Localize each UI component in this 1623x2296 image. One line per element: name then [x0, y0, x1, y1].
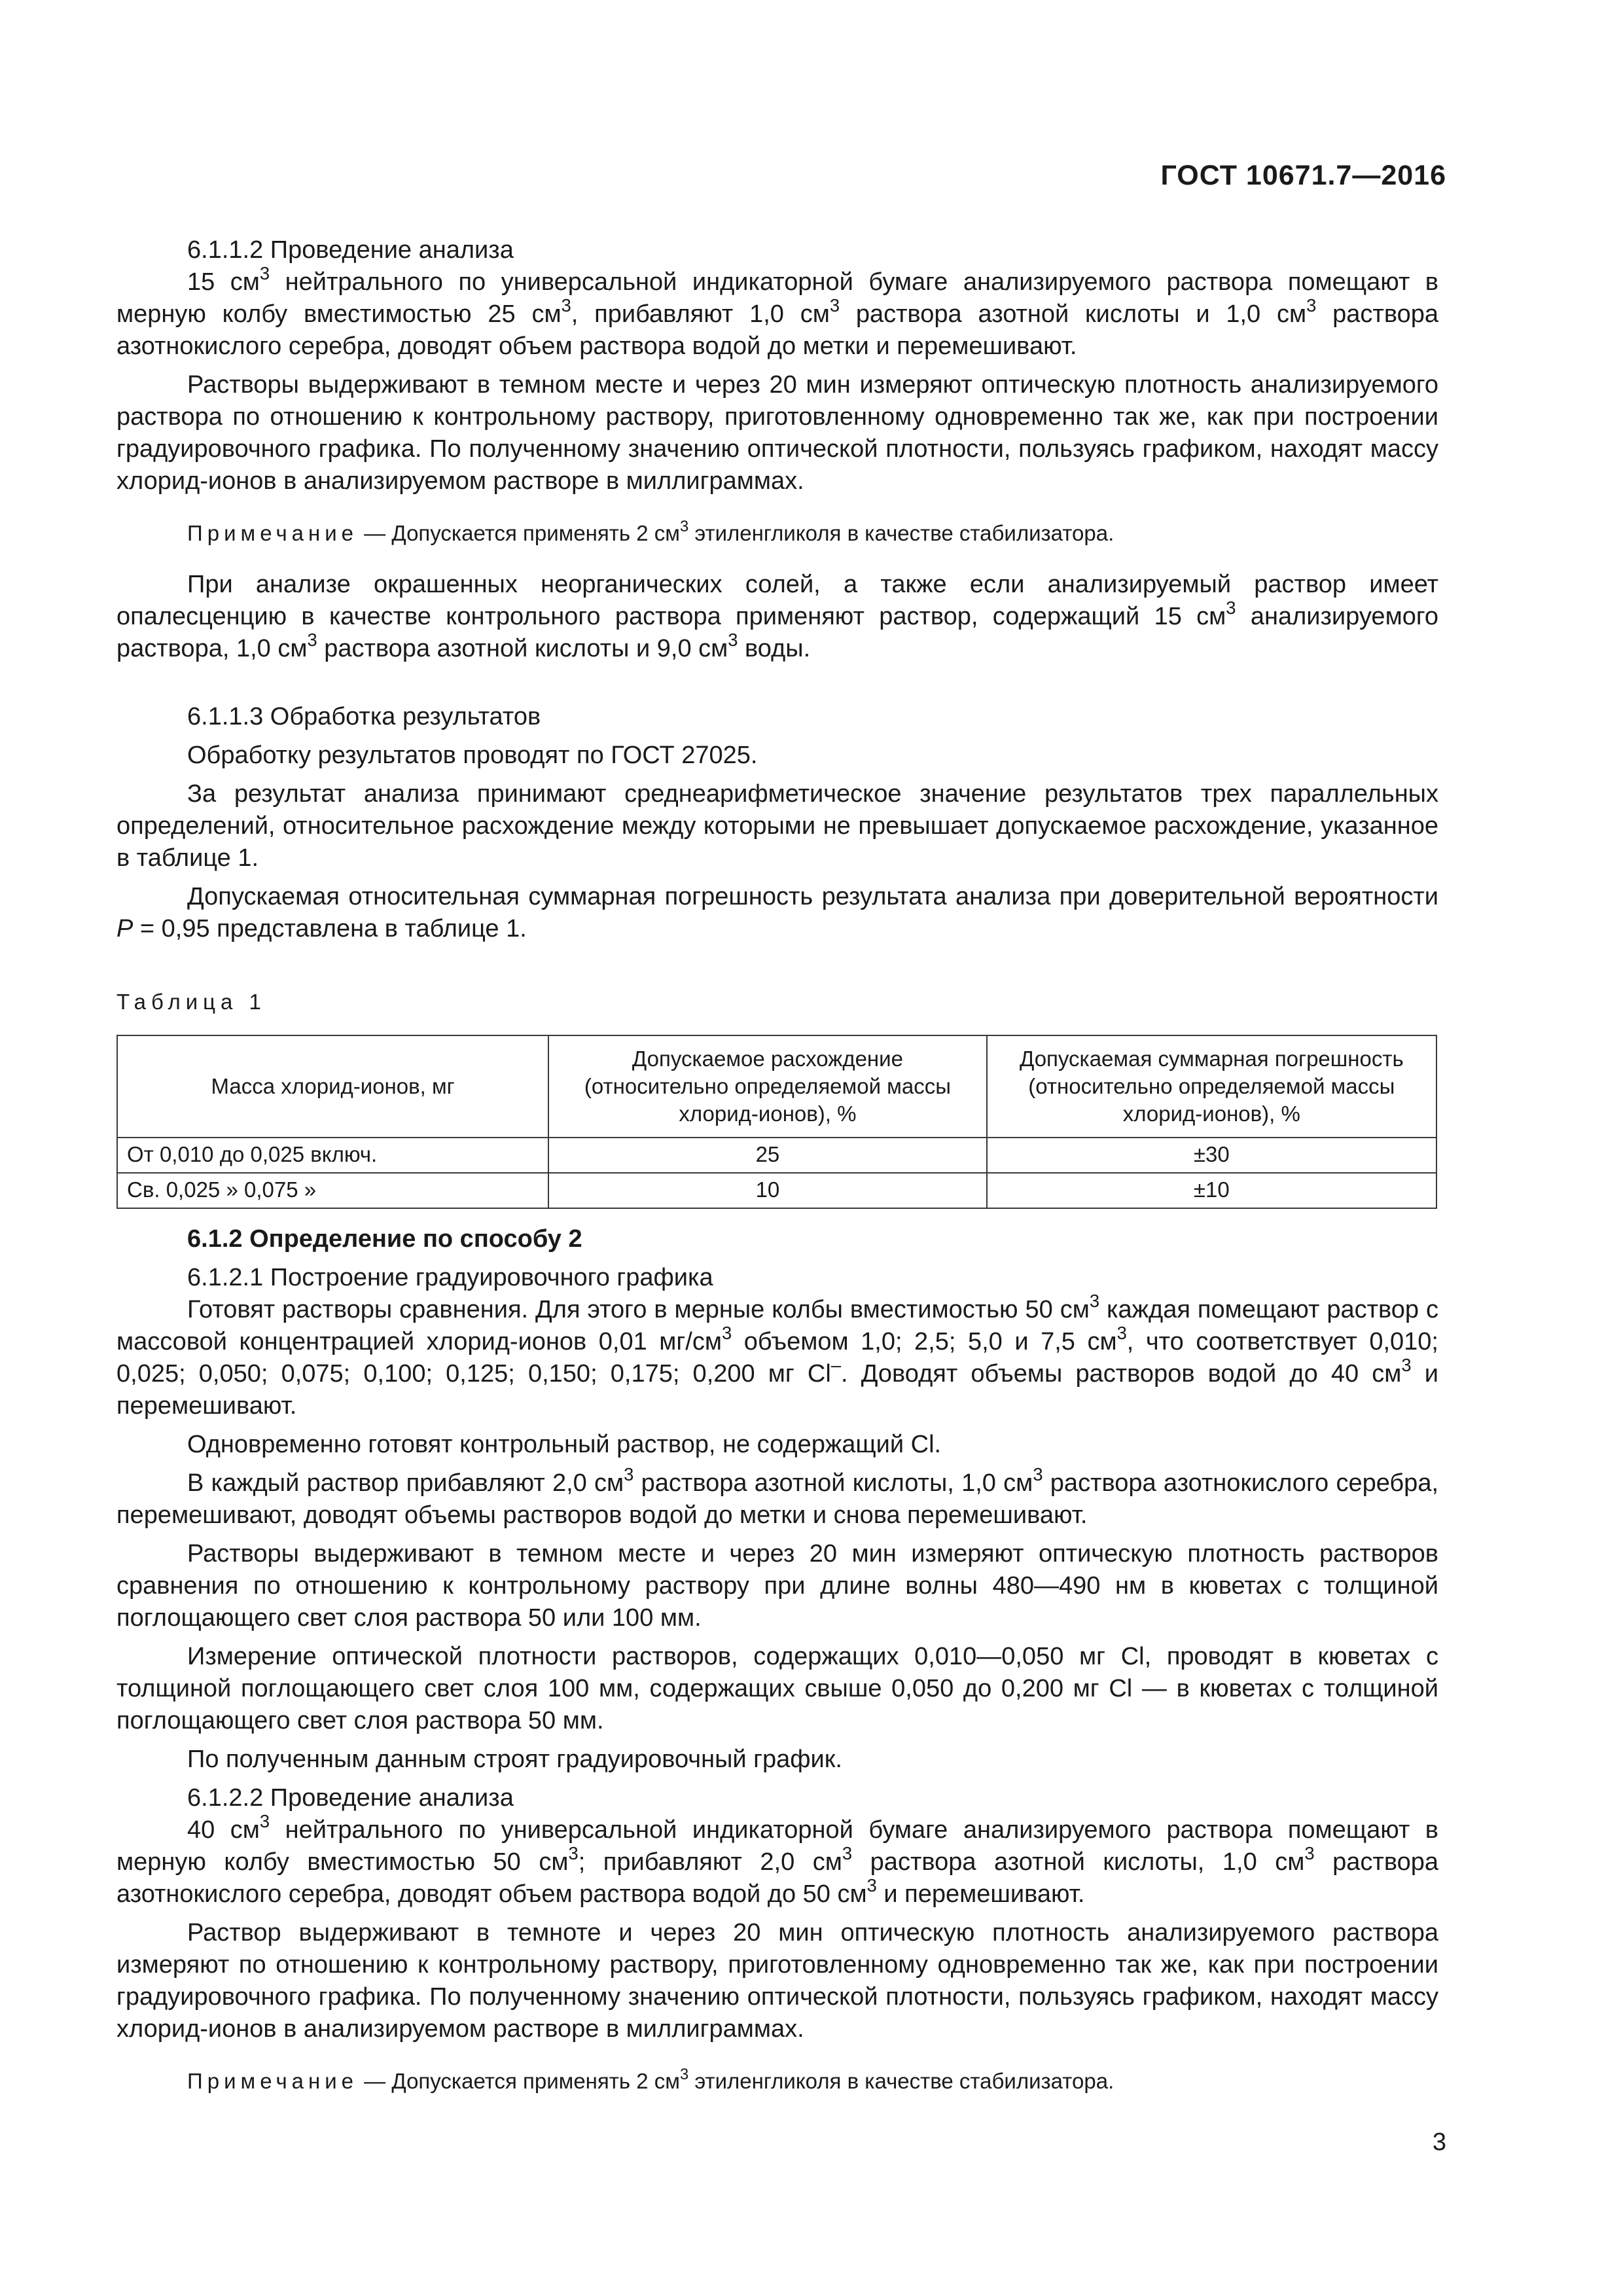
paragraph: За результат анализа принимают среднеарифметическое значение результатов трех параллельных определений, относительное расхождение между которыми не превышает допускаемое расхождение, указанное в таблице 1.: [116, 780, 1438, 872]
section-heading: 6.1.2 Определение по способу 2: [187, 1225, 582, 1253]
column-header: Допускаемое расхождение (относительно определяемой массы хлорид-ионов), %: [548, 1035, 986, 1138]
paragraph: 15 $см^3$ нейтрального по универсальной индикаторной бумаге анализируемого раствора помещают в мерную колбу вместимостью 25 $см^3$, прибавляют 1,0 $см^3$ раствора азотной кислоты и 1,0 $см^3$ раствора азотнокислого серебра, доводят объем раствора водой до метки и перемешивают.: [116, 262, 1438, 360]
table-cell: ±30: [987, 1138, 1436, 1173]
page-number: 3: [1432, 2128, 1446, 2156]
section-heading: 6.1.1.2 Проведение анализа: [187, 236, 514, 264]
subsection-heading: 6.1.2.2 Проведение анализа: [187, 1784, 514, 1812]
paragraph: Допускаемая относительная суммарная погрешность результата анализа при доверительной вероятности P = 0,95 представлена в таблице 1.: [116, 883, 1438, 942]
note: Примечание — Допускается применять 2 $см^3$ этиленгликоля в качестве стабилизатора.: [187, 517, 1115, 545]
paragraph: Одновременно готовят контрольный раствор, не содержащий Cl.: [187, 1431, 942, 1458]
section-heading: 6.1.1.3 Обработка результатов: [187, 703, 541, 730]
data-table: [116, 1035, 1437, 1209]
table-row: [117, 1138, 1436, 1173]
table-cell: От 0,010 до 0,025 включ.: [117, 1138, 548, 1173]
table-cell: 10: [548, 1173, 986, 1208]
paragraph: 40 $см^3$ нейтрального по универсальной индикаторной бумаге анализируемого раствора помещают в мерную колбу вместимостью 50 $см^3$; прибавляют 2,0 $см^3$ раствора азотной кислоты, 1,0 $см^3$ раствора азотнокислого серебра, доводят объем раствора водой до 50 $см^3$ и перемешивают.: [116, 1810, 1438, 1908]
subsection-heading: 6.1.2.1 Построение градуировочного графика: [187, 1264, 713, 1291]
table-cell: ±10: [987, 1173, 1436, 1208]
paragraph: Готовят растворы сравнения. Для этого в мерные колбы вместимостью 50 $см^3$ каждая помещают раствор с массовой концентрацией хлорид-ионов 0,01 $мг/см^3$ объемом 1,0; 2,5; 5,0 и 7,5 $см^3$, что соответствует 0,010; 0,025; 0,050; 0,075; 0,100; 0,125; 0,150; 0,175; 0,200 мг Cl–. Доводят объемы растворов водой до 40 $см^3$ и перемешивают.: [116, 1290, 1439, 1420]
paragraph: Растворы выдерживают в темном месте и через 20 мин измеряют оптическую плотность анализируемого раствора по отношению к контрольному раствору, приготовленному одновременно так же, как при построении градуировочного графика. По полученному значению оптической плотности, пользуясь графиком, находят массу хлорид-ионов в анализируемом растворе в миллиграммах.: [116, 371, 1438, 495]
table-cell: 25: [548, 1138, 986, 1173]
column-header: Допускаемая суммарная погрешность (относительно определяемой массы хлорид-ионов), %: [987, 1035, 1436, 1138]
note: Примечание — Допускается применять 2 $см^3$ этиленгликоля в качестве стабилизатора.: [187, 2065, 1115, 2093]
table-cell: Св. 0,025 » 0,075 »: [117, 1173, 548, 1208]
paragraph: Раствор выдерживают в темноте и через 20 мин оптическую плотность анализируемого раствора измеряют по отношению к контрольному раствору, приготовленному одновременно так же, как при построении градуировочного графика. По полученному значению оптической плотности, пользуясь графиком, находят массу хлорид-ионов в анализируемом растворе в миллиграммах.: [116, 1919, 1438, 2043]
table-caption: Таблица 1: [116, 990, 266, 1014]
paragraph: Измерение оптической плотности растворов, содержащих 0,010—0,050 мг Cl, проводят в кюветах с толщиной поглощающего свет слоя 100 мм, содержащих свыше 0,050 до 0,200 мг Cl — в кюветах с толщиной поглощающего свет слоя раствора 50 мм.: [116, 1643, 1438, 1734]
paragraph: Обработку результатов проводят по ГОСТ 27025.: [187, 742, 758, 769]
document-header: ГОСТ 10671.7—2016: [1160, 160, 1446, 191]
paragraph: По полученным данным строят градуировочный график.: [187, 1746, 842, 1773]
paragraph: При анализе окрашенных неорганических солей, а также если анализируемый раствор имеет опалесценцию в качестве контрольного раствора применяют раствор, содержащий 15 $см^3$ анализируемого раствора, 1,0 $см^3$ раствора азотной кислоты и 9,0 $см^3$ воды.: [116, 571, 1438, 662]
paragraph: В каждый раствор прибавляют 2,0 $см^3$ раствора азотной кислоты, 1,0 $см^3$ раствора азотнокислого серебра, перемешивают, доводят объемы растворов водой до метки и снова перемешивают.: [116, 1463, 1439, 1529]
table-header-row: [117, 1035, 1436, 1138]
column-header: Масса хлорид-ионов, мг: [117, 1035, 548, 1138]
table-row: [117, 1173, 1436, 1208]
page-content: [116, 234, 1438, 2097]
paragraph: Растворы выдерживают в темном месте и через 20 мин измеряют оптическую плотность растворов сравнения по отношению к контрольному раствору при длине волны 480—490 нм в кюветах с толщиной поглощающего свет слоя раствора 50 или 100 мм.: [116, 1540, 1438, 1632]
